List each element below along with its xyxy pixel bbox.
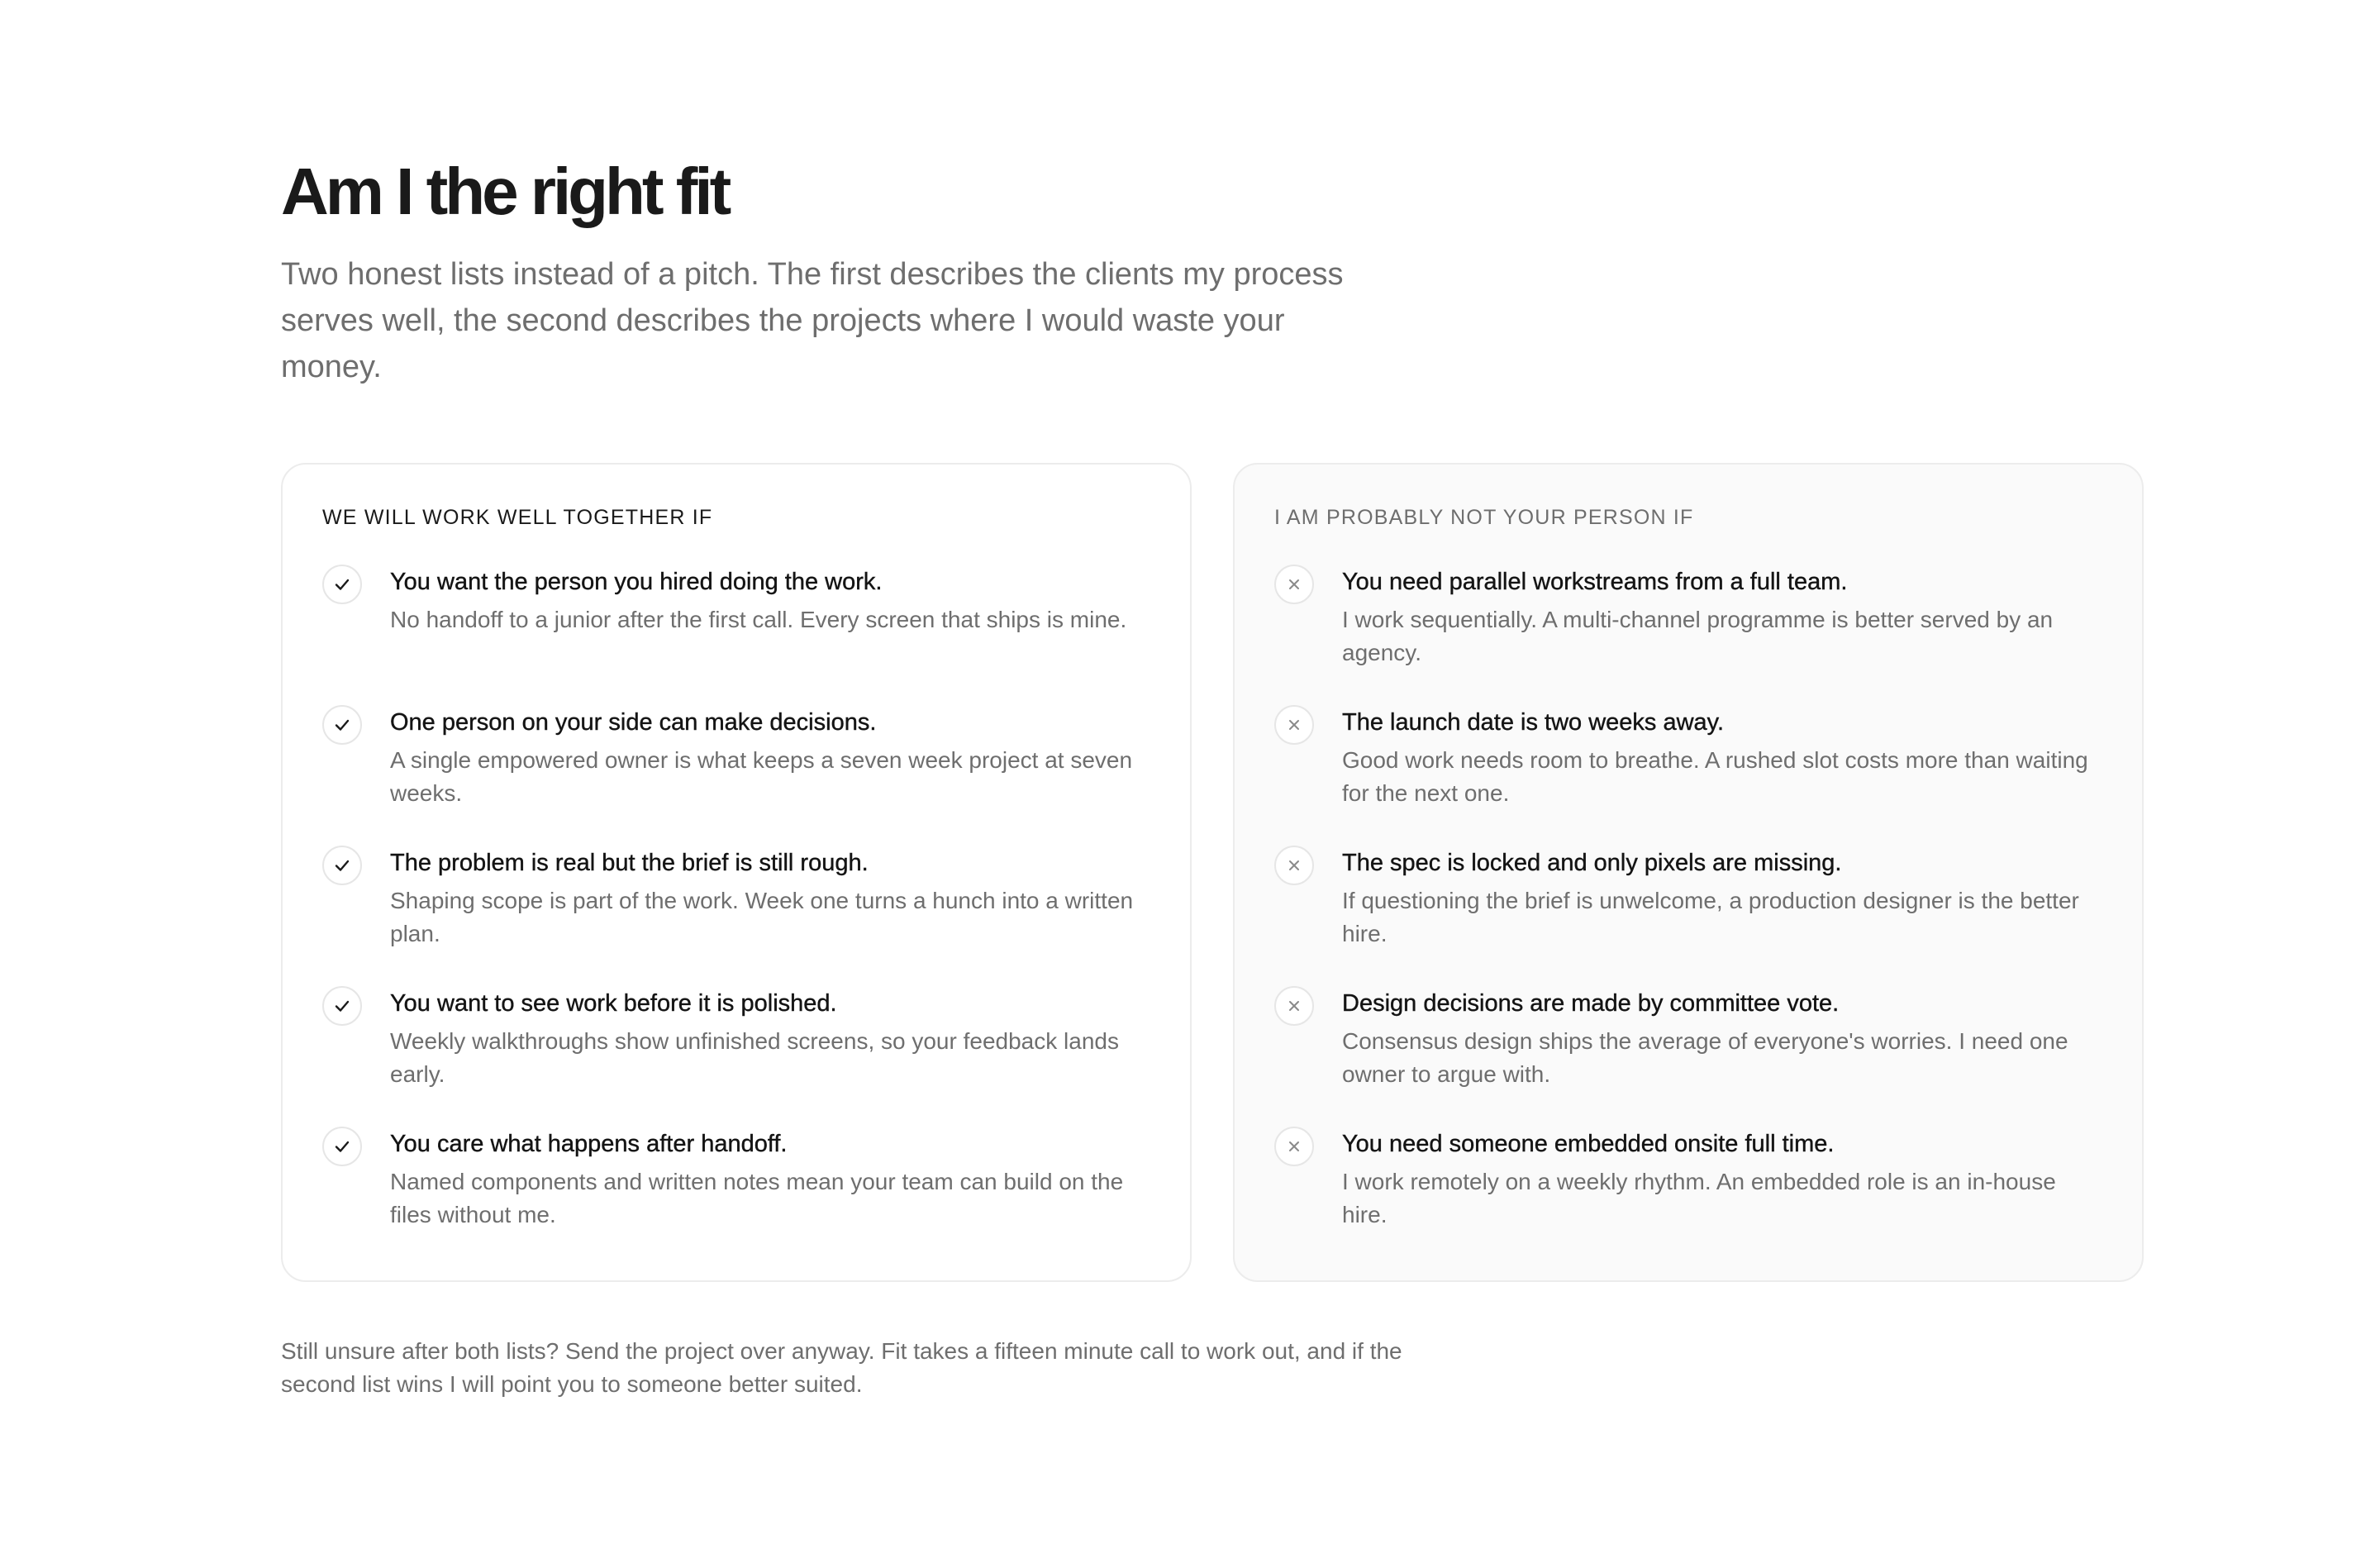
cross-icon (1274, 1127, 1314, 1166)
good-fit-item (322, 985, 1150, 1126)
item-title: You want to see work before it is polished. (390, 990, 837, 1017)
item-description: If questioning the brief is unwelcome, a production designer is the better hire. (1342, 888, 2079, 946)
poor-fit-item (1274, 845, 2102, 985)
item-text (390, 845, 1150, 951)
good-fit-item (322, 1126, 1150, 1266)
item-text (390, 985, 1150, 1091)
poor-fit-item (1274, 704, 2102, 845)
fit-columns (281, 463, 2125, 1282)
good-fit-card (281, 463, 1192, 1282)
item-title: You need someone embedded onsite full time. (1342, 1131, 1835, 1157)
page (281, 149, 2125, 1401)
item-description: No handoff to a junior after the first call. Every screen that ships is mine. (390, 607, 1127, 632)
poor-fit-item (1274, 1126, 2102, 1266)
item-description: I work remotely on a weekly rhythm. An embedded role is an in-house hire. (1342, 1169, 2056, 1227)
check-icon (322, 705, 362, 745)
item-description: A single empowered owner is what keeps a seven week project at seven weeks. (390, 747, 1133, 806)
good-fit-item (322, 564, 1150, 704)
item-text (1342, 985, 2102, 1091)
good-fit-item (322, 845, 1150, 985)
poor-fit-item (1274, 564, 2102, 704)
cross-icon (1274, 705, 1314, 745)
item-description: Good work needs room to breathe. A rushed slot costs more than waiting for the next one. (1342, 747, 2088, 806)
item-title: Design decisions are made by committee vote. (1342, 990, 1840, 1017)
good-fit-list (322, 564, 1150, 1266)
check-icon (322, 846, 362, 885)
check-icon (322, 986, 362, 1026)
good-fit-heading: WE WILL WORK WELL TOGETHER IF (322, 506, 713, 529)
item-description: Named components and written notes mean your team can build on the files without me. (390, 1169, 1124, 1227)
cross-icon (1274, 565, 1314, 604)
check-icon (322, 565, 362, 604)
poor-fit-list (1274, 564, 2102, 1266)
item-title: You need parallel workstreams from a full team. (1342, 569, 1848, 595)
page-title: Am I the right fit (281, 155, 729, 228)
page-intro: Two honest lists instead of a pitch. The first describes the clients my process serves well, the second describes the projects where I would waste your money. (281, 257, 1344, 384)
item-text (390, 1126, 1150, 1232)
good-fit-item (322, 704, 1150, 845)
item-title: The launch date is two weeks away. (1342, 709, 1725, 736)
check-icon (322, 1127, 362, 1166)
item-text (1342, 704, 2102, 810)
item-title: You care what happens after handoff. (390, 1131, 788, 1157)
item-description: Consensus design ships the average of everyone's worries. I need one owner to argue with. (1342, 1028, 2068, 1087)
poor-fit-heading: I AM PROBABLY NOT YOUR PERSON IF (1274, 506, 1694, 529)
footnote: Still unsure after both lists? Send the project over anyway. Fit takes a fifteen minute call to work out, and if the second list wins I will point you to someone better suited. (281, 1338, 1402, 1397)
item-text (390, 704, 1150, 810)
item-text (1342, 564, 2102, 670)
item-text (1342, 1126, 2102, 1232)
item-text (390, 564, 1150, 636)
item-description: Shaping scope is part of the work. Week one turns a hunch into a written plan. (390, 888, 1134, 946)
item-title: You want the person you hired doing the work. (390, 569, 883, 595)
item-title: The spec is locked and only pixels are missing. (1342, 850, 1842, 876)
item-text (1342, 845, 2102, 951)
cross-icon (1274, 846, 1314, 885)
item-title: The problem is real but the brief is still rough. (390, 850, 869, 876)
cross-icon (1274, 986, 1314, 1026)
item-description: Weekly walkthroughs show unfinished screens, so your feedback lands early. (390, 1028, 1119, 1087)
item-title: One person on your side can make decisions. (390, 709, 877, 736)
item-description: I work sequentially. A multi-channel programme is better served by an agency. (1342, 607, 2054, 665)
poor-fit-card (1233, 463, 2144, 1282)
poor-fit-item (1274, 985, 2102, 1126)
